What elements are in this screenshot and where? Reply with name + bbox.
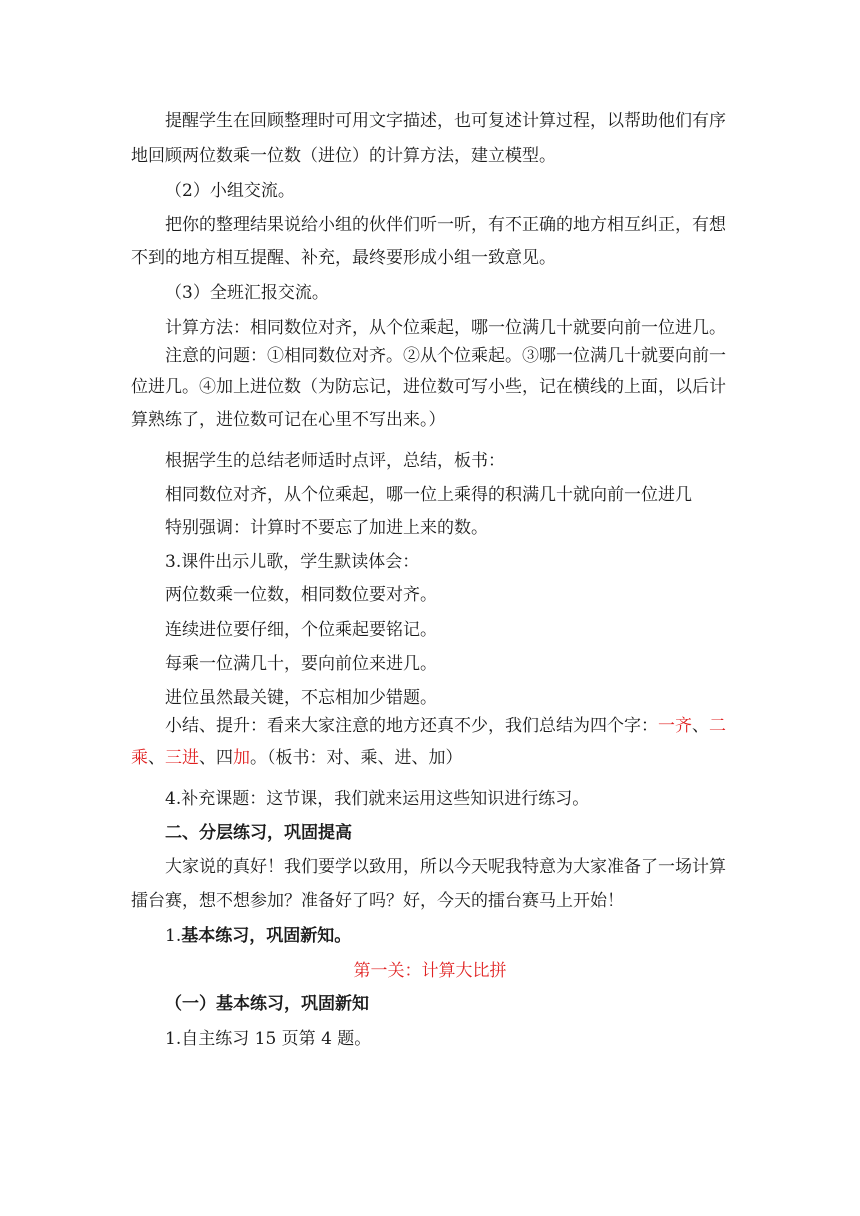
summary-word-jia: 加 xyxy=(233,748,250,768)
summary-line1 xyxy=(165,716,726,736)
review-paragraph-line1: 提醒学生在回顾整理时可用文字描述，也可复述计算过程，以帮助他们有序 xyxy=(165,111,726,131)
board-rule: 相同数位对齐，从个位乘起，哪一位上乘得的积满几十就向前一位进几 xyxy=(165,485,692,505)
level1-title: 第一关：计算大比拼 xyxy=(353,961,507,981)
rhyme-line3: 每乘一位满几十，要向前位来进几。 xyxy=(165,654,437,674)
review-paragraph-line2: 地回顾两位数乘一位数（进位）的计算方法，建立模型。 xyxy=(131,146,556,166)
section2-paragraph-line1: 大家说的真好！我们要学以致用，所以今天呢我特意为大家准备了一场计算 xyxy=(165,857,726,877)
summary-prefix: 小结、提升：看来大家注意的地方还真不少，我们总结为四个字： xyxy=(165,716,658,736)
board-emphasis: 特别强调：计算时不要忘了加进上来的数。 xyxy=(165,518,488,538)
board-intro: 根据学生的总结老师适时点评，总结，板书： xyxy=(165,451,505,471)
group-paragraph-line2: 不到的地方相互提醒、补充，最终要形成小组一致意见。 xyxy=(131,248,556,268)
summary-word-yiqi: 一齐 xyxy=(658,716,692,736)
summary-word-er: 二 xyxy=(709,716,726,736)
summary-line2 xyxy=(131,748,463,768)
summary-separator: 、 xyxy=(199,748,216,768)
summary-word-sanjin: 三进 xyxy=(165,748,199,768)
calc-method: 计算方法：相同数位对齐，从个位乘起，哪一位满几十就要向前一位进几。 xyxy=(165,318,726,338)
group-paragraph-line1: 把你的整理结果说给小组的伙伴们听一听，有不正确的地方相互纠正，有想 xyxy=(165,215,726,235)
basic-practice-heading xyxy=(165,926,351,946)
rhyme-line2: 连续进位要仔细，个位乘起要铭记。 xyxy=(165,620,437,640)
summary-word-si: 四 xyxy=(216,748,233,768)
summary-word-cheng: 乘 xyxy=(131,748,148,768)
basic-practice-number: 1. xyxy=(165,926,182,946)
supplement-topic: 4.补充课题：这节课，我们就来运用这些知识进行练习。 xyxy=(165,789,590,809)
notes-line3: 算熟练了，进位数可记在心里不写出来。） xyxy=(131,410,446,430)
section2-title: 二、分层练习，巩固提高 xyxy=(165,823,352,843)
subsection-title: （一）基本练习，巩固新知 xyxy=(165,994,369,1014)
report-heading: （3）全班汇报交流。 xyxy=(165,283,329,303)
summary-separator: 、 xyxy=(148,748,165,768)
summary-board: 。（板书：对、乘、进、加） xyxy=(250,748,463,768)
rhyme-intro: 3.课件出示儿歌，学生默读体会： xyxy=(165,552,420,572)
exercise-item-1: 1.自主练习 15 页第 4 题。 xyxy=(165,1029,372,1049)
notes-line1: 注意的问题：①相同数位对齐。②从个位乘起。③哪一位满几十就要向前一 xyxy=(165,346,726,366)
basic-practice-title: 基本练习，巩固新知。 xyxy=(181,926,352,946)
rhyme-line1: 两位数乘一位数，相同数位要对齐。 xyxy=(165,585,437,605)
summary-separator: 、 xyxy=(692,716,709,736)
notes-line2: 位进几。④加上进位数（为防忘记，进位数可写小些，记在横线的上面，以后计 xyxy=(131,377,726,397)
section2-paragraph-line2: 擂台赛，想不想参加？准备好了吗？好，今天的擂台赛马上开始！ xyxy=(131,891,624,911)
group-heading: （2）小组交流。 xyxy=(165,181,295,201)
rhyme-line4: 进位虽然最关键，不忘相加少错题。 xyxy=(165,688,437,708)
